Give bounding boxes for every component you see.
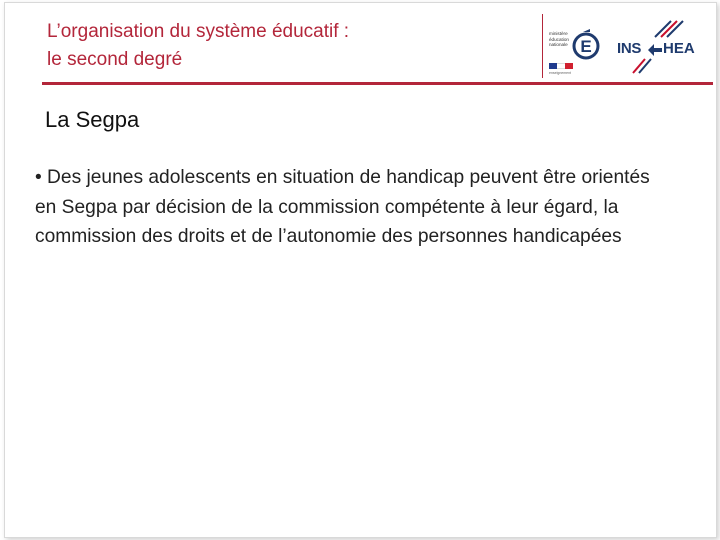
ministry-word-3: nationale (549, 42, 568, 47)
header-title (47, 18, 349, 74)
ministry-logo (549, 19, 605, 75)
section-title: La Segpa (45, 107, 140, 132)
body-paragraph: • Des jeunes adolescents en situation de handicap peuvent être orientés en Segpa par décision de la commission compétente à leur égard, la commission des droits et de l’autonomie des personnes handicapées (35, 167, 650, 247)
slide (4, 2, 717, 538)
ministry-footer: enseignement (549, 71, 571, 75)
ministry-logo-words (549, 31, 569, 48)
header-rule (42, 82, 713, 85)
header-vertical-divider (542, 14, 543, 78)
french-flag-icon (549, 63, 573, 69)
ministry-word-2: éducation (549, 36, 569, 42)
header-title-line-2: le second degré (47, 49, 183, 70)
svg-text:E: E (580, 37, 592, 56)
inshea-right-text: HEA (663, 40, 695, 57)
inshea-arrow-icon (648, 44, 662, 56)
inshea-left-text: INS (617, 40, 642, 57)
ministry-e-emblem-icon (571, 29, 601, 61)
ministry-word-1: ministère (549, 31, 568, 36)
header-title-line-1: L’organisation du système éducatif : (47, 21, 350, 42)
inshea-logo (617, 15, 697, 75)
inshea-bottom-stripes-icon (617, 57, 697, 81)
